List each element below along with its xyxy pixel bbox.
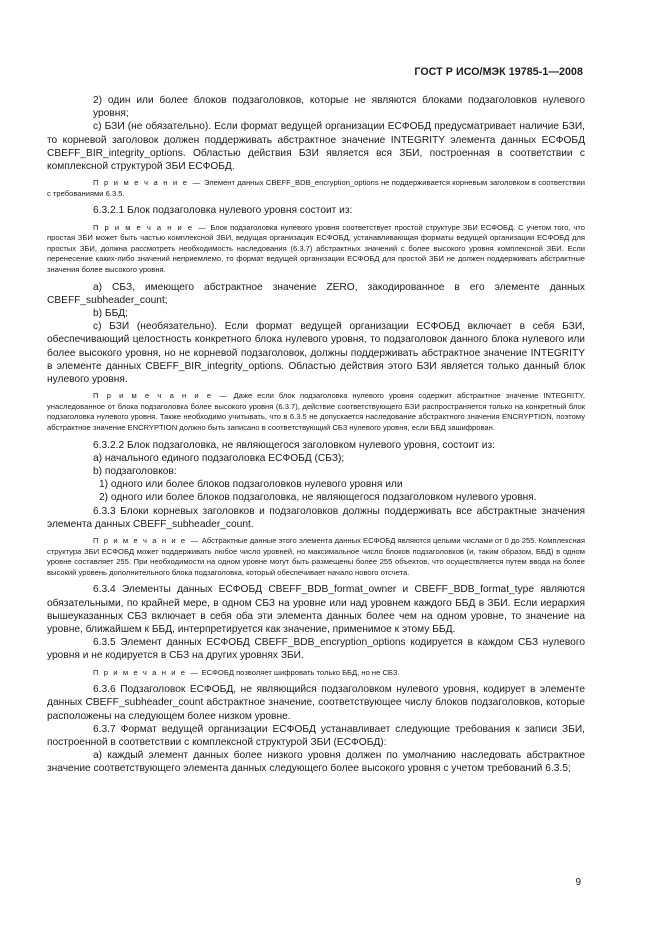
- note-label: П р и м е ч а н и е —: [93, 667, 200, 677]
- note-text: Элемент данных CBEFF_BDB_encryption_options не поддерживается корневым заголовком в соответствии с требованиями 6.3.5.: [47, 178, 585, 198]
- note-text: Даже если блок подзаголовка нулевого уровня содержит абстрактное значение INTEGRITY, унаследованное от блока подзаголовка более высокого уровня (6.3.7), действие соответствующего БЗИ распространяется только на конкретный блок подзаголовка нулевого уровня. Также необходимо учитывать, что в 6.3.5 не допускается наследование абстрактного значения ENCRYPTION, поэтому абстрактное значение ENCRYPTION должно быть записано в соответствующий СБЗ нулевого уровня, если ББД зашифрован.: [47, 391, 585, 432]
- list-item-a: a) СБЗ, имеющего абстрактное значение ZERO, закодированное в его элементе данных CBEFF_subheader_count;: [47, 281, 585, 306]
- clause-6-3-5: 6.3.5 Элемент данных ЕСФОБД CBEFF_BDB_encryption_options кодируется в каждом СБЗ нулевого уровня и не кодируется в СБЗ на других уровнях ЗБИ.: [47, 637, 585, 662]
- sublist-item-2: 2) одного или более блоков подзаголовка, не являющегося подзаголовком нулевого уровня.: [99, 492, 537, 504]
- note-5: [47, 668, 585, 679]
- sublist-item-1: 1) одного или более блоков подзаголовков нулевого уровня или: [99, 479, 403, 491]
- page-number: 9: [575, 877, 581, 888]
- note-label: П р и м е ч а н и е —: [93, 178, 202, 188]
- list-item-b: b) ББД;: [93, 307, 128, 319]
- note-text: ЕСФОБД позволяет шифровать только ББД, но не СБЗ.: [199, 667, 400, 677]
- clause-6-3-2-1: 6.3.2.1 Блок подзаголовка нулевого уровня состоит из:: [93, 205, 353, 217]
- list-item-2: 2) один или более блоков подзаголовков, которые не являются блоками подзаголовков нулевого уровня;: [93, 95, 585, 120]
- clause-6-3-2-2: 6.3.2.2 Блок подзаголовка, не являющегося заголовком нулевого уровня, состоит из:: [93, 439, 495, 451]
- page-header: ГОСТ Р ИСО/МЭК 19785-1—2008: [414, 66, 583, 78]
- clause-6-3-3: 6.3.3 Блоки корневых заголовков и подзаголовков должны поддерживать все абстрактные значения элемента данных CBEFF_subheader_count.: [47, 505, 585, 530]
- list-item-c: c) БЗИ (не обязательно). Если формат ведущей организации ЕСФОБД предусматривает наличие БЗИ, то корневой заголовок должен поддерживать абстрактное значение INTEGRITY элемента данных ЕСФОБД CBEFF_BIR_integrity_options. Областью действия БЗИ является вся ЗБИ, построенная в соответствии с комплексной структурой ЗБИ ЕСФОБД.: [47, 121, 585, 173]
- note-label: П р и м е ч а н и е —: [93, 391, 229, 401]
- list-item-a: a) каждый элемент данных более низкого уровня должен по умолчанию наследовать абстрактное значение соответствующего элемента данных следующего более высокого уровня с учетом требований 6.3.5;: [47, 750, 585, 775]
- note-4: [47, 536, 585, 578]
- note-3: [47, 391, 585, 433]
- clause-6-3-4: 6.3.4 Элементы данных ЕСФОБД CBEFF_BDB_format_owner и CBEFF_BDB_format_type являются обязательными, по крайней мере, в одном СБЗ на уровне или над уровнем каждого ББД в ЗБИ. Если иерархия вышеуказанных СБЗ включает в себя оба эти элемента данных более чем на одном уровне, то значение на уровне, ближайшем к ББД, интерпретируется как значение, применимое к этому ББД.: [47, 584, 585, 635]
- clause-6-3-6: 6.3.6 Подзаголовок ЕСФОБД, не являющийся подзаголовком нулевого уровня, кодирует в элементе данных CBEFF_subheader_count абстрактное значение, соответствующее числу блоков подзаголовков, которые расположены на следующем более низком уровне.: [47, 684, 585, 722]
- list-item-b: b) подзаголовков:: [93, 465, 177, 477]
- note-2: [47, 223, 585, 276]
- list-item-a: a) начального единого подзаголовка ЕСФОБД (СБЗ);: [93, 452, 345, 464]
- note-text: Абстрактные данные этого элемента данных ЕСФОБД являются целыми числами от 0 до 255. Комплексная структура ЗБИ ЕСФОБД может поддерживать любое число уровней, но максимальное число блоков подзаголовков (и, таким образом, ББД) в одном уровне составляет 255. При необходимости на одном уровне могут быть размещены более 255 объектов, что осуществляется путем ввода на более высокий уровень дополнительного блока подзаголовка, который обеспечивает начало нового отсчета.: [47, 536, 585, 577]
- note-text: Блок подзаголовка нулевого уровня соответствует простой структуре ЗБИ ЕСФОБД. С учетом того, что простая ЗБИ может быть частью комплексной ЗБИ, ведущая организация ЕСФОБД, устанавливающая форматы ведущей организации ЕСФОБД для простых ЗБИ, должна рассмотреть необходимость наследования (6.3.7) абстрактных значений с более высокого уровня комплексной ЗБИ. Если перенесение каких-либо значений неприемлемо, то формат ведущей организации ЕСФОБД для простой ЗБИ не должен поддерживать абстрактные значения более высокого уровня.: [47, 222, 585, 274]
- note-1: [47, 178, 585, 199]
- clause-6-3-7: 6.3.7 Формат ведущей организации ЕСФОБД устанавливает следующие требования к записи ЗБИ, построенной в соответствии с комплексной структурой ЗБИ (ЕСФОБД):: [47, 723, 585, 748]
- note-label: П р и м е ч а н и е —: [93, 536, 200, 545]
- list-item-c: c) БЗИ (необязательно). Если формат ведущей организации ЕСФОБД включает в себя БЗИ, обеспечивающий целостность конкретного блока нулевого уровня, то подзаголовок данного блока нулевого или более высокого уровня, но не корневой подзаголовок, должны поддерживать абстрактное значение INTEGRITY в элементе данных CBEFF_BIR_integrity_options. Областью действия этого БЗИ является только данный блок нулевого уровня.: [47, 321, 585, 385]
- page-content: [47, 94, 585, 776]
- note-label: П р и м е ч а н и е —: [93, 222, 208, 232]
